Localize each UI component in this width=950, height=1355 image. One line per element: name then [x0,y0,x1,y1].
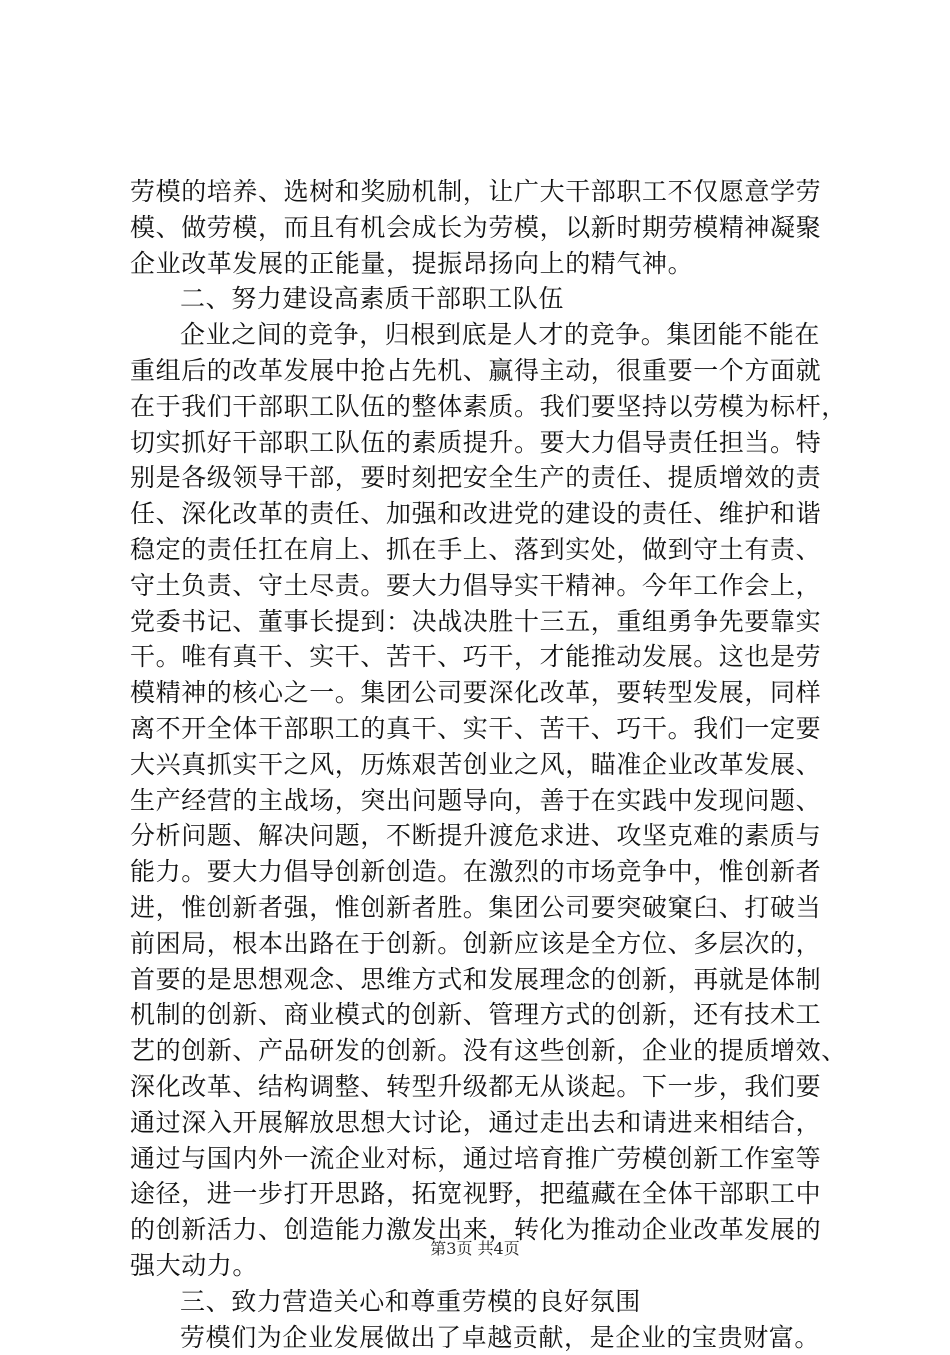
text-line: 干。唯有真干、实干、苦干、巧干，才能推动发展。这也是劳 [130,639,850,675]
paragraph-first-line: 劳模们为企业发展做出了卓越贡献，是企业的宝贵财富。 [130,1320,850,1355]
document-body [130,174,850,1355]
page-footer: 第3页 共4页 [0,1236,950,1259]
text-line: 在于我们干部职工队伍的整体素质。我们要坚持以劳模为标杆， [130,389,850,425]
paragraph-first-line: 三、致力营造关心和尊重劳模的良好氛围 [130,1284,850,1320]
text-line: 重组后的改革发展中抢占先机、赢得主动，很重要一个方面就 [130,353,850,389]
text-line: 劳模的培养、选树和奖励机制，让广大干部职工不仅愿意学劳 [130,174,850,210]
text-line: 途径，进一步打开思路，拓宽视野，把蕴藏在全体干部职工中 [130,1176,850,1212]
text-line: 大兴真抓实干之风，历炼艰苦创业之风，瞄准企业改革发展、 [130,747,850,783]
text-line: 党委书记、董事长提到：决战决胜十三五，重组勇争先要靠实 [130,604,850,640]
paragraph-first-line: 二、努力建设高素质干部职工队伍 [130,281,850,317]
text-line: 前困局，根本出路在于创新。创新应该是全方位、多层次的， [130,926,850,962]
text-line: 别是各级领导干部，要时刻把安全生产的责任、提质增效的责 [130,460,850,496]
text-line: 强大动力。 [130,1248,850,1284]
text-line: 分析问题、解决问题，不断提升渡危求进、攻坚克难的素质与 [130,818,850,854]
text-line: 模、做劳模，而且有机会成长为劳模，以新时期劳模精神凝聚 [130,210,850,246]
text-line: 生产经营的主战场，突出问题导向，善于在实践中发现问题、 [130,783,850,819]
text-line: 离不开全体干部职工的真干、实干、苦干、巧干。我们一定要 [130,711,850,747]
text-line: 进，惟创新者强，惟创新者胜。集团公司要突破窠臼、打破当 [130,890,850,926]
text-line: 通过深入开展解放思想大讨论，通过走出去和请进来相结合， [130,1105,850,1141]
text-line: 能力。要大力倡导创新创造。在激烈的市场竞争中，惟创新者 [130,854,850,890]
text-line: 稳定的责任扛在肩上、抓在手上、落到实处，做到守土有责、 [130,532,850,568]
text-line: 的创新活力、创造能力激发出来，转化为推动企业改革发展的 [130,1212,850,1248]
text-line: 守土负责、守土尽责。要大力倡导实干精神。今年工作会上， [130,568,850,604]
text-line: 艺的创新、产品研发的创新。没有这些创新，企业的提质增效、 [130,1033,850,1069]
text-line: 通过与国内外一流企业对标，通过培育推广劳模创新工作室等 [130,1141,850,1177]
text-line: 首要的是思想观念、思维方式和发展理念的创新，再就是体制 [130,962,850,998]
text-line: 机制的创新、商业模式的创新、管理方式的创新，还有技术工 [130,997,850,1033]
text-line: 切实抓好干部职工队伍的素质提升。要大力倡导责任担当。特 [130,425,850,461]
text-line: 企业改革发展的正能量，提振昂扬向上的精气神。 [130,246,850,282]
paragraph-first-line: 企业之间的竞争，归根到底是人才的竞争。集团能不能在 [130,317,850,353]
text-line: 模精神的核心之一。集团公司要深化改革，要转型发展，同样 [130,675,850,711]
text-line: 深化改革、结构调整、转型升级都无从谈起。下一步，我们要 [130,1069,850,1105]
text-line: 任、深化改革的责任、加强和改进党的建设的责任、维护和谐 [130,496,850,532]
